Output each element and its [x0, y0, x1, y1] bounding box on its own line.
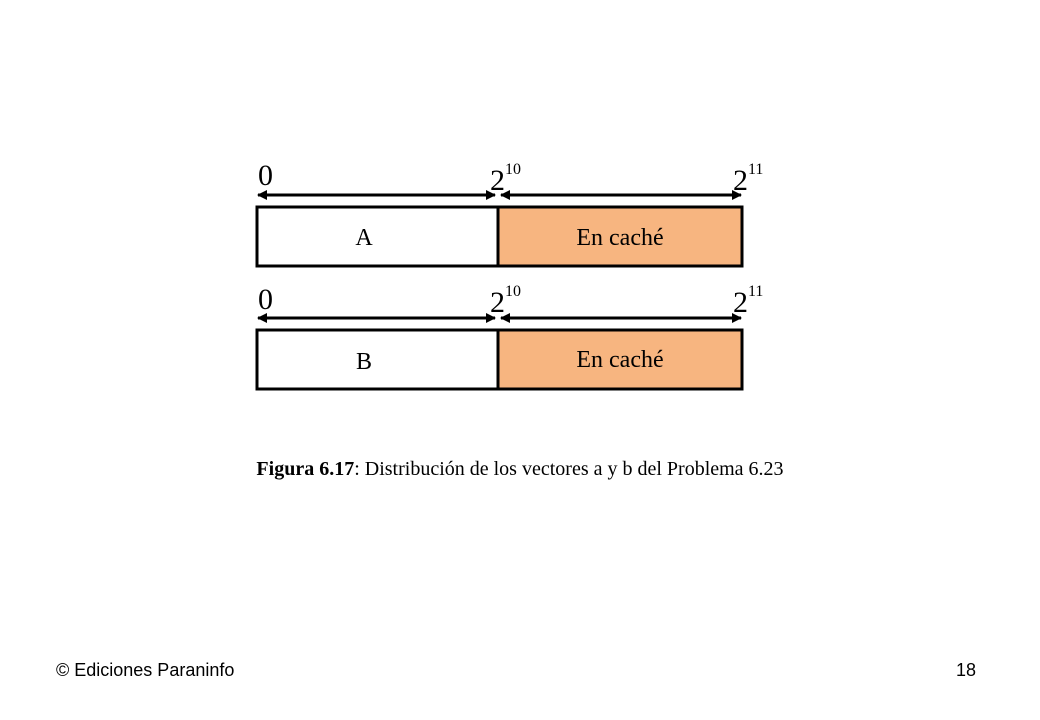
vector-a-segment: [257, 207, 498, 266]
vector-b-label: B: [355, 349, 373, 375]
vector-a-row: [257, 159, 763, 266]
row-a-label-mid-base: 2: [490, 164, 505, 197]
figure-description: : Distribución de los vectores a y b del Problema 6.23: [354, 458, 784, 480]
figure-number: Figura 6.17: [256, 458, 355, 480]
row-a-cache-label: En caché: [576, 225, 664, 251]
vector-b-row: [257, 283, 763, 389]
row-a-label-mid-exp: 10: [505, 161, 521, 178]
row-b-label-end-base: 2: [733, 286, 748, 319]
vector-a-label: A: [355, 225, 373, 251]
row-b-label-mid-base: 2: [490, 286, 505, 319]
row-b-label-mid-exp: 10: [505, 283, 521, 300]
row-b-cache-label: En caché: [576, 347, 664, 373]
row-b-label-start: 0: [258, 283, 273, 316]
row-b-label-end-exp: 11: [748, 283, 764, 300]
vector-b-segment: [257, 330, 498, 389]
page-number: 18: [955, 660, 976, 680]
row-a-label-end-base: 2: [733, 164, 748, 197]
row-a-label-start: 0: [258, 159, 273, 192]
copyright-notice: © Ediciones Paraninfo: [56, 660, 235, 680]
row-a-label-end-exp: 11: [748, 161, 764, 178]
figure-caption: [0, 458, 1040, 481]
